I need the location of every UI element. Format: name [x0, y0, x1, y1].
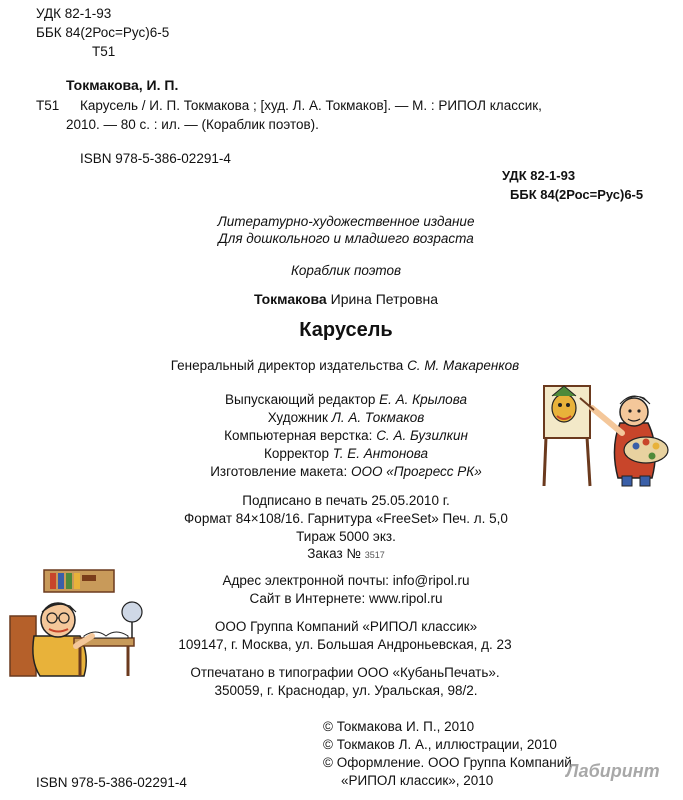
edition-type-line1: Литературно-художественное издание: [217, 214, 475, 229]
credit-editor: [146, 392, 546, 407]
author-name: [160, 291, 532, 307]
credit-mockup: [146, 464, 546, 479]
labirint-watermark: Лабиринт: [566, 761, 660, 781]
print-format: Формат 84×108/16. Гарнитура «FreeSet» Печ. л. 5,0: [184, 511, 508, 526]
general-director-role: Генеральный директор издательства: [170, 358, 404, 373]
publisher-name: ООО Группа Компаний «РИПОЛ классик»: [214, 619, 478, 634]
catalog-author-heading: Токмакова, И. П.: [66, 77, 179, 93]
credit-proofreader: [146, 446, 546, 461]
catalog-mark: Т51: [36, 98, 60, 113]
author-mark-top: Т51: [92, 44, 116, 59]
udk-code-top: УДК 82-1-93: [36, 6, 112, 21]
credit-role: Компьютерная верстка:: [224, 428, 373, 443]
bottom-isbn: ISBN 978-5-386-02291-4: [36, 775, 187, 790]
credit-role: Выпускающий редактор: [225, 392, 376, 407]
author-given-names: Ирина Петровна: [330, 291, 439, 307]
painter-illustration: [540, 378, 672, 488]
credit-name: Е. А. Крылова: [379, 392, 467, 407]
printer-address: 350059, г. Краснодар, ул. Уральская, 98/2.: [214, 683, 478, 698]
credit-name: Т. Е. Антонова: [332, 446, 429, 461]
catalog-description-line1: Карусель / И. П. Токмакова ; [худ. Л. А. Токмаков]. — М. : РИПОЛ классик,: [80, 98, 542, 113]
contact-website: Сайт в Интернете: www.ripol.ru: [249, 591, 443, 606]
copyright-illustrations: © Токмаков Л. А., иллюстрации, 2010: [323, 737, 557, 752]
bbk-code-right: ББК 84(2Рос=Рус)6-5: [510, 187, 644, 202]
general-director: [120, 358, 570, 373]
series-name: Кораблик поэтов: [290, 263, 402, 278]
order-label: Заказ №: [307, 546, 361, 561]
copyright-publisher: «РИПОЛ классик», 2010: [341, 773, 494, 788]
credit-artist: [146, 410, 546, 425]
general-director-name: С. М. Макаренков: [407, 358, 520, 373]
bbk-code-top: ББК 84(2Рос=Рус)6-5: [36, 25, 170, 40]
copyright-author: © Токмакова И. П., 2010: [323, 719, 475, 734]
printer-name: Отпечатано в типографии ООО «КубаньПечать».: [190, 665, 500, 680]
signed-for-print: Подписано в печать 25.05.2010 г.: [242, 493, 450, 508]
credit-layout: [146, 428, 546, 443]
print-run: Тираж 5000 экз.: [296, 529, 396, 544]
catalog-isbn: ISBN 978-5-386-02291-4: [80, 151, 231, 166]
book-title: Карусель: [299, 319, 393, 341]
publisher-address: 109147, г. Москва, ул. Большая Андроньевская, д. 23: [178, 637, 512, 652]
contact-email: Адрес электронной почты: info@ripol.ru: [222, 573, 470, 588]
order-value: 3517: [364, 550, 385, 560]
credit-name: С. А. Бузилкин: [376, 428, 468, 443]
credit-role: Изготовление макета:: [210, 464, 348, 479]
reader-illustration: [4, 566, 149, 681]
credit-role: Художник: [267, 410, 328, 425]
credit-role: Корректор: [263, 446, 329, 461]
credit-name: Л. А. Токмаков: [331, 410, 425, 425]
copyright-design: © Оформление. ООО Группа Компаний: [323, 755, 572, 770]
author-surname: Токмакова: [253, 291, 327, 307]
credit-name: ООО «Прогресс РК»: [350, 464, 482, 479]
catalog-description-line2: 2010. — 80 с. : ил. — (Кораблик поэтов).: [66, 117, 319, 132]
udk-code-right: УДК 82-1-93: [502, 168, 576, 183]
edition-type-line2: Для дошкольного и младшего возраста: [218, 231, 474, 246]
order-number: [196, 546, 496, 561]
